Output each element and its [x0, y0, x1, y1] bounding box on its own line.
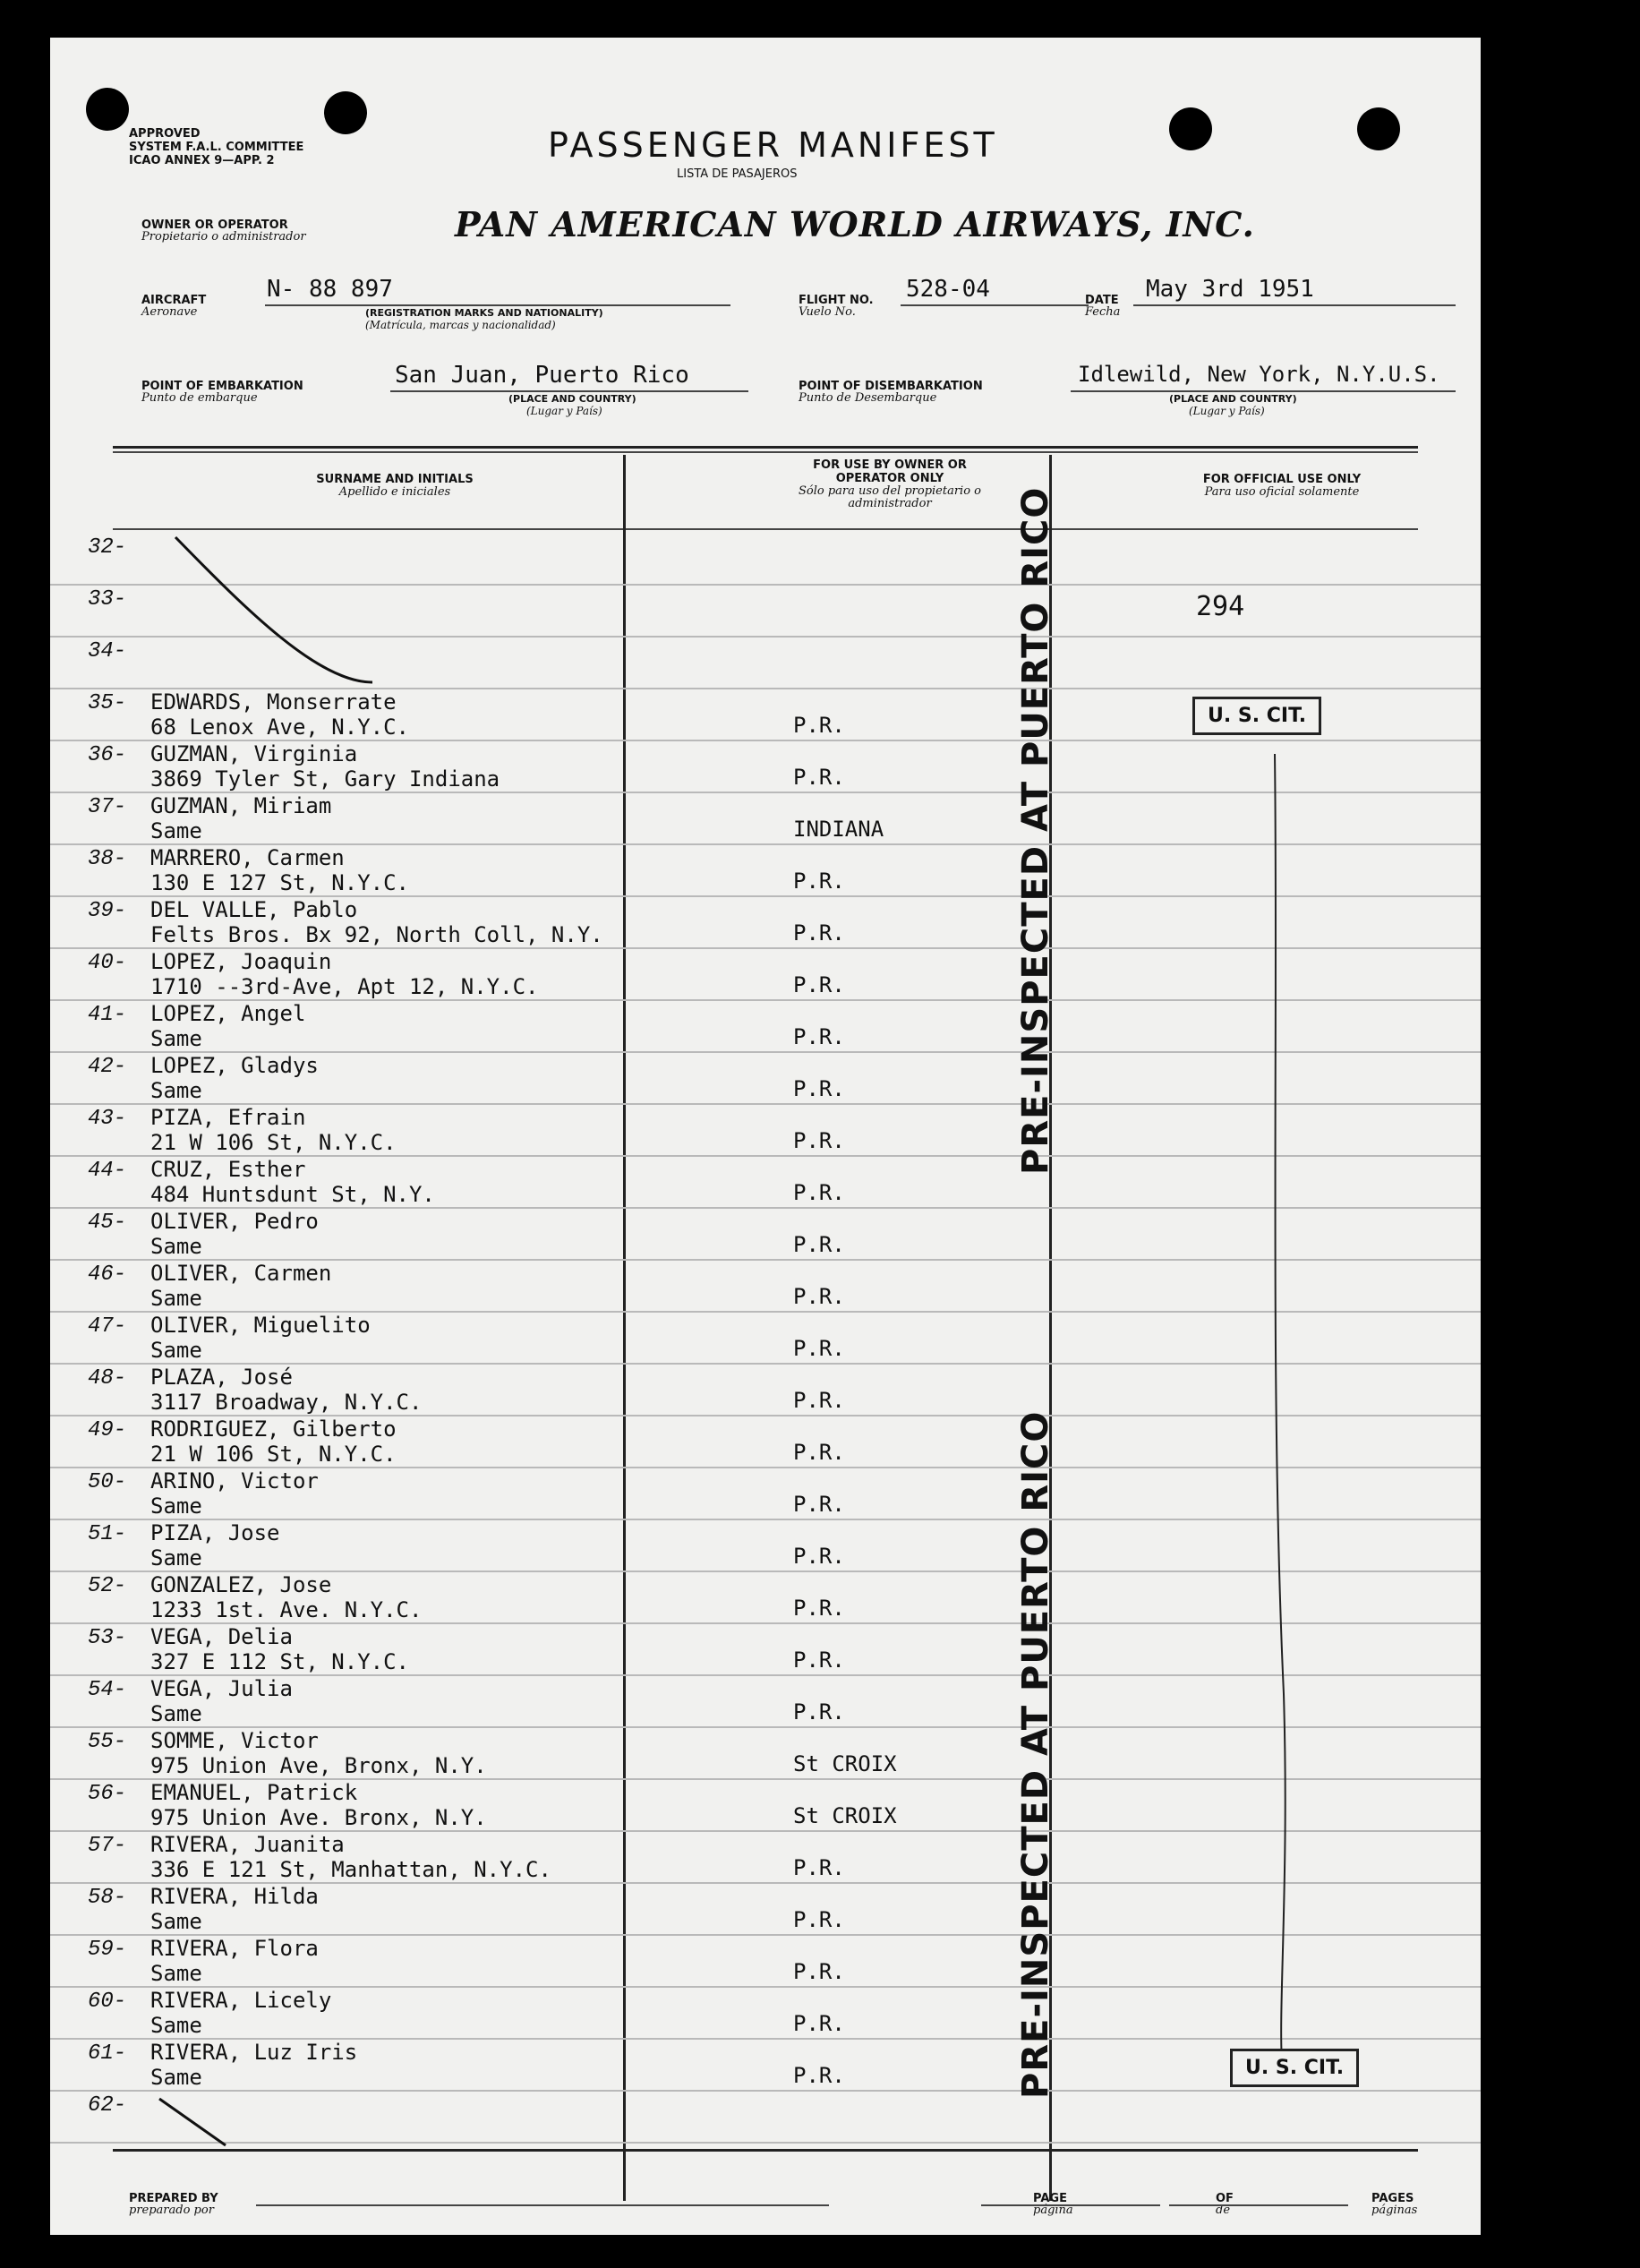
row-number: 54-: [88, 1678, 127, 1702]
disembark-note: (PLACE AND COUNTRY): [1169, 393, 1297, 405]
row-number: 58-: [88, 1886, 127, 1910]
passenger-name: OLIVER, Miguelito: [150, 1313, 371, 1338]
row-number: 38-: [88, 847, 127, 871]
row-number: 48-: [88, 1366, 127, 1391]
passenger-origin: P.R.: [793, 1959, 845, 1984]
row-number: 57-: [88, 1834, 127, 1858]
passenger-origin: P.R.: [793, 1440, 845, 1465]
passenger-name: OLIVER, Carmen: [150, 1261, 332, 1286]
passenger-name: PLAZA, José: [150, 1365, 293, 1390]
aircraft-value: N- 88 897: [267, 276, 393, 303]
passenger-origin: P.R.: [793, 765, 845, 790]
field-underline: [1169, 2204, 1348, 2206]
row-number: 37-: [88, 795, 127, 819]
row-number: 32-: [88, 535, 127, 560]
passenger-origin: INDIANA: [793, 817, 884, 842]
row-number: 44-: [88, 1159, 127, 1183]
passenger-address: Same: [150, 1909, 202, 1934]
passenger-name: LOPEZ, Gladys: [150, 1053, 319, 1078]
us-citizen-stamp: U. S. CIT.: [1230, 2049, 1359, 2087]
prepared-by-label: PREPARED BY: [129, 2192, 218, 2205]
passenger-origin: P.R.: [793, 869, 845, 894]
passenger-origin: P.R.: [793, 1284, 845, 1309]
aircraft-note: (REGISTRATION MARKS AND NATIONALITY): [365, 307, 603, 319]
table-bottom-rule: [113, 2149, 1418, 2152]
date-label-es: Fecha: [1085, 305, 1121, 319]
passenger-address: Same: [150, 1286, 202, 1311]
row-number: 62-: [88, 2093, 127, 2118]
owner-name: PAN AMERICAN WORLD AIRWAYS, INC.: [455, 204, 1255, 244]
page-label: PAGE: [1033, 2192, 1067, 2205]
passenger-name: OLIVER, Pedro: [150, 1209, 319, 1234]
passenger-address: 3117 Broadway, N.Y.C.: [150, 1390, 423, 1415]
passenger-name: ARINO, Victor: [150, 1468, 319, 1493]
passenger-name: RIVERA, Licely: [150, 1988, 332, 2013]
row-number: 61-: [88, 2041, 127, 2066]
row-number: 46-: [88, 1262, 127, 1287]
passenger-origin: P.R.: [793, 1492, 845, 1517]
passenger-origin: P.R.: [793, 2063, 845, 2088]
row-number: 49-: [88, 1418, 127, 1442]
passenger-name: LOPEZ, Joaquin: [150, 949, 332, 974]
passenger-name: RIVERA, Juanita: [150, 1832, 345, 1857]
passenger-origin: P.R.: [793, 972, 845, 997]
passenger-address: Same: [150, 2013, 202, 2038]
row-number: 50-: [88, 1470, 127, 1494]
passenger-name: VEGA, Julia: [150, 1676, 293, 1701]
passenger-origin: P.R.: [793, 920, 845, 946]
disembark-value: Idlewild, New York, N.Y.U.S.: [1078, 362, 1440, 387]
passenger-address: 130 E 127 St, N.Y.C.: [150, 870, 409, 895]
date-value: May 3rd 1951: [1146, 276, 1314, 303]
row-number: 45-: [88, 1211, 127, 1235]
passenger-name: SOMME, Victor: [150, 1728, 319, 1753]
passenger-origin: St CROIX: [793, 1803, 897, 1828]
col-header-owner-en: FOR USE BY OWNER OR OPERATOR ONLY: [813, 458, 967, 485]
official-number: 294: [1196, 591, 1245, 622]
passenger-address: Same: [150, 1026, 202, 1051]
us-citizen-stamp: U. S. CIT.: [1192, 697, 1321, 735]
date-label: DATE: [1085, 294, 1119, 307]
passenger-address: Same: [150, 1234, 202, 1259]
passenger-address: 975 Union Ave. Bronx, N.Y.: [150, 1805, 487, 1830]
embark-value: San Juan, Puerto Rico: [395, 362, 689, 389]
row-number: 47-: [88, 1314, 127, 1339]
row-number: 42-: [88, 1055, 127, 1079]
row-number: 52-: [88, 1574, 127, 1598]
passenger-address: 327 E 112 St, N.Y.C.: [150, 1649, 409, 1674]
col-header-owner-es: Sólo para uso del propietario o administrador: [799, 484, 981, 510]
disembark-label: POINT OF DISEMBARKATION: [799, 380, 983, 393]
passenger-address: 3869 Tyler St, Gary Indiana: [150, 766, 500, 792]
passenger-origin: P.R.: [793, 1544, 845, 1569]
of-label: OF: [1216, 2192, 1234, 2205]
passenger-name: RODRIGUEZ, Gilberto: [150, 1416, 397, 1442]
passenger-address: 1233 1st. Ave. N.Y.C.: [150, 1597, 423, 1622]
aircraft-label: AIRCRAFT: [141, 294, 207, 307]
embark-label-es: Punto de embarque: [141, 391, 258, 405]
passenger-name: RIVERA, Luz Iris: [150, 2040, 358, 2065]
handwritten-marks: [50, 38, 1481, 2235]
passenger-name: LOPEZ, Angel: [150, 1001, 306, 1026]
field-underline: [981, 2204, 1160, 2206]
passenger-origin: St CROIX: [793, 1751, 897, 1776]
row-number: 34-: [88, 639, 127, 663]
passenger-name: CRUZ, Esther: [150, 1157, 306, 1182]
passenger-origin: P.R.: [793, 1388, 845, 1413]
passenger-name: EDWARDS, Monserrate: [150, 689, 397, 715]
passenger-address: 21 W 106 St, N.Y.C.: [150, 1442, 397, 1467]
row-number: 51-: [88, 1522, 127, 1546]
row-number: 56-: [88, 1782, 127, 1806]
approval-line: ICAO ANNEX 9—APP. 2: [129, 154, 275, 167]
row-number: 59-: [88, 1938, 127, 1962]
strike-line: [159, 2099, 226, 2145]
col-header-official-en: FOR OFFICIAL USE ONLY: [1202, 473, 1362, 486]
passenger-address: Same: [150, 1545, 202, 1570]
row-number: 35-: [88, 691, 127, 715]
embark-note-es: (Lugar y País): [526, 405, 602, 417]
passenger-address: 21 W 106 St, N.Y.C.: [150, 1130, 397, 1155]
row-number: 43-: [88, 1107, 127, 1131]
field-underline: [256, 2204, 829, 2206]
passenger-address: 1710 --3rd-Ave, Apt 12, N.Y.C.: [150, 974, 539, 999]
pages-label-es: páginas: [1371, 2204, 1418, 2217]
col-header-name-es: Apellido e iniciales: [338, 485, 451, 499]
page-title: PASSENGER MANIFEST: [548, 125, 998, 165]
passenger-address: Same: [150, 1493, 202, 1519]
of-label-es: de: [1216, 2204, 1231, 2217]
passenger-address: 68 Lenox Ave, N.Y.C.: [150, 715, 409, 740]
passenger-address: Same: [150, 1078, 202, 1103]
passenger-name: RIVERA, Hilda: [150, 1884, 319, 1909]
passenger-address: Same: [150, 818, 202, 843]
passenger-address: 975 Union Ave, Bronx, N.Y.: [150, 1753, 487, 1778]
flight-label-es: Vuelo No.: [799, 305, 856, 319]
passenger-name: GONZALEZ, Jose: [150, 1572, 332, 1597]
pages-label: PAGES: [1371, 2192, 1414, 2205]
approval-line: APPROVED: [129, 127, 201, 141]
passenger-origin: P.R.: [793, 1699, 845, 1725]
passenger-origin: P.R.: [793, 2011, 845, 2036]
passenger-name: VEGA, Delia: [150, 1624, 293, 1649]
owner-label-es: Propietario o administrador: [141, 230, 306, 244]
page-label-es: página: [1033, 2204, 1073, 2217]
aircraft-note-es: (Matrícula, marcas y nacionalidad): [365, 319, 556, 331]
row-number: 55-: [88, 1730, 127, 1754]
passenger-origin: P.R.: [793, 1232, 845, 1257]
passenger-address: 484 Huntsdunt St, N.Y.: [150, 1182, 435, 1207]
prepared-by-label-es: preparado por: [129, 2204, 214, 2217]
row-number: 41-: [88, 1003, 127, 1027]
passenger-name: DEL VALLE, Pablo: [150, 897, 358, 922]
passenger-name: GUZMAN, Virginia: [150, 741, 358, 766]
disembark-note-es: (Lugar y País): [1189, 405, 1265, 417]
passenger-origin: P.R.: [793, 1180, 845, 1205]
passenger-address: Same: [150, 1338, 202, 1363]
passenger-origin: P.R.: [793, 1336, 845, 1361]
passenger-origin: P.R.: [793, 1648, 845, 1673]
passenger-origin: P.R.: [793, 1128, 845, 1153]
pre-inspected-stamp: PRE-INSPECTED AT PUERTO RICO: [1015, 486, 1056, 1175]
row-number: 36-: [88, 743, 127, 767]
embark-label: POINT OF EMBARKATION: [141, 380, 303, 393]
passenger-name: MARRERO, Carmen: [150, 845, 345, 870]
pre-inspected-stamp: PRE-INSPECTED AT PUERTO RICO: [1015, 1410, 1056, 2099]
approval-line: SYSTEM F.A.L. COMMITTEE: [129, 141, 304, 154]
passenger-name: EMANUEL, Patrick: [150, 1780, 358, 1805]
passenger-origin: P.R.: [793, 1907, 845, 1932]
passenger-address: 336 E 121 St, Manhattan, N.Y.C.: [150, 1857, 551, 1882]
flight-number: 528-04: [906, 276, 990, 303]
passenger-origin: P.R.: [793, 713, 845, 738]
col-header-official-es: Para uso oficial solamente: [1204, 485, 1360, 499]
embark-note: (PLACE AND COUNTRY): [508, 393, 636, 405]
row-number: 40-: [88, 951, 127, 975]
passenger-name: PIZA, Efrain: [150, 1105, 306, 1130]
passenger-origin: P.R.: [793, 1596, 845, 1621]
passenger-origin: P.R.: [793, 1855, 845, 1880]
passenger-name: PIZA, Jose: [150, 1520, 280, 1545]
passenger-address: Same: [150, 1961, 202, 1986]
page-subtitle: LISTA DE PASAJEROS: [677, 167, 798, 181]
flight-label: FLIGHT NO.: [799, 294, 874, 307]
passenger-address: Same: [150, 2065, 202, 2090]
passenger-address: Same: [150, 1701, 202, 1726]
row-number: 60-: [88, 1990, 127, 2014]
strike-line: [175, 537, 372, 682]
owner-label: OWNER OR OPERATOR: [141, 218, 288, 232]
manifest-sheet: [50, 38, 1481, 2235]
passenger-name: RIVERA, Flora: [150, 1936, 319, 1961]
passenger-address: Felts Bros. Bx 92, North Coll, N.Y.: [150, 922, 603, 947]
row-number: 33-: [88, 587, 127, 612]
passenger-origin: P.R.: [793, 1076, 845, 1101]
passenger-origin: P.R.: [793, 1024, 845, 1049]
passenger-name: GUZMAN, Miriam: [150, 793, 332, 818]
disembark-label-es: Punto de Desembarque: [799, 391, 937, 405]
aircraft-label-es: Aeronave: [141, 305, 198, 319]
row-number: 39-: [88, 899, 127, 923]
row-number: 53-: [88, 1626, 127, 1650]
col-header-name-en: SURNAME AND INITIALS: [316, 473, 474, 486]
bracket-line: [1275, 754, 1286, 2061]
